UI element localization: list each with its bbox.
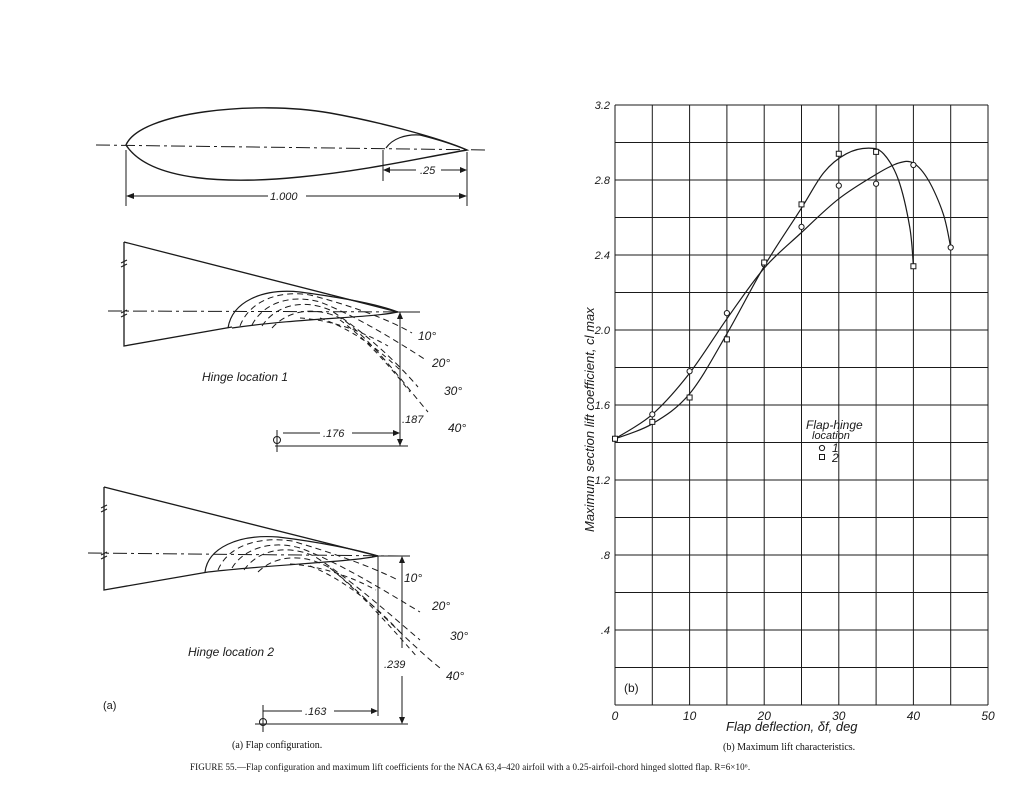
series-2-point — [799, 202, 804, 207]
hinge1-dim-y: .187 — [402, 414, 424, 426]
hinge1-angle-40: 40° — [448, 421, 467, 435]
hinge2-angle-40: 40° — [446, 669, 465, 683]
series-2-point — [687, 395, 692, 400]
x-tick-label: 30 — [832, 709, 846, 723]
x-tick-label: 10 — [682, 709, 697, 723]
chord-length-label: 1.000 — [270, 191, 298, 203]
y-tick-label: 3.2 — [594, 100, 610, 112]
series-1-point — [948, 245, 953, 250]
series-1-line — [615, 161, 951, 438]
y-tick-label: 2.0 — [594, 325, 610, 337]
series-2-point — [724, 337, 729, 342]
legend-title-line2: location — [812, 430, 850, 442]
hinge2-angle-20: 20° — [432, 599, 451, 613]
panel-a-label: (a) — [103, 700, 117, 712]
series-1-point — [874, 181, 879, 186]
y-tick-label: 2.4 — [594, 250, 610, 262]
series-1-point — [911, 162, 916, 167]
x-tick-label: 0 — [611, 709, 619, 723]
series-2-point — [650, 419, 655, 424]
legend-label-2: 2 — [832, 451, 839, 465]
hinge1-angle-30: 30° — [444, 384, 463, 398]
legend-title-line1: Flap-hinge — [806, 418, 863, 432]
chart-panel-label: (b) — [624, 681, 639, 695]
chart-grid — [615, 105, 988, 705]
y-tick-label: .8 — [600, 550, 610, 562]
chart-legend — [806, 418, 863, 465]
x-tick-label: 40 — [906, 709, 921, 723]
series-2-point — [613, 436, 618, 441]
hinge1-angle-20: 20° — [432, 356, 451, 370]
flap-chord-label: .25 — [420, 165, 436, 177]
legend-label-1: 1 — [832, 441, 839, 455]
hinge1-angle-10: 10° — [418, 329, 437, 343]
series-2-point — [836, 151, 841, 156]
series-1-point — [650, 412, 655, 417]
hinge2-dim-x: .163 — [305, 706, 327, 718]
hinge2-angle-30: 30° — [450, 629, 469, 643]
caption-max-lift: (b) Maximum lift characteristics. — [723, 742, 856, 753]
series-2-point — [762, 260, 767, 265]
y-tick-label: 2.8 — [594, 175, 610, 187]
x-axis-title: Flap deflection, δf, deg — [726, 719, 858, 734]
x-tick-label: 20 — [757, 709, 771, 723]
series-2-point — [874, 149, 879, 154]
legend-marker-circle — [819, 445, 824, 450]
legend-marker-square — [820, 455, 825, 460]
series-1-point — [687, 369, 692, 374]
y-tick-label: 1.6 — [594, 400, 610, 412]
series-2-point — [911, 264, 916, 269]
caption-flap-configuration: (a) Flap configuration. — [232, 740, 323, 751]
hinge1-dim-x: .176 — [323, 428, 345, 440]
y-tick-label: .4 — [600, 625, 610, 637]
series-1-point — [724, 311, 729, 316]
hinge2-title: Hinge location 2 — [188, 645, 275, 659]
figure-caption: FIGURE 55.—Flap configuration and maximum lift coefficients for the NACA 63,4–420 airfoil with a 0.25-airfoil-chord hinged slotted flap. R=6×10⁶. — [190, 762, 751, 772]
y-tick-label: 1.2 — [594, 475, 610, 487]
series-1-point — [799, 224, 804, 229]
series-1-point — [836, 183, 841, 188]
x-tick-label: 50 — [981, 709, 995, 723]
chart-series — [612, 148, 953, 441]
y-axis-title: Maximum section lift coefficient, cl max — [582, 307, 597, 532]
hinge2-angle-10: 10° — [404, 571, 423, 585]
hinge1-title: Hinge location 1 — [202, 370, 289, 384]
hinge2-dim-y: .239 — [384, 659, 406, 671]
